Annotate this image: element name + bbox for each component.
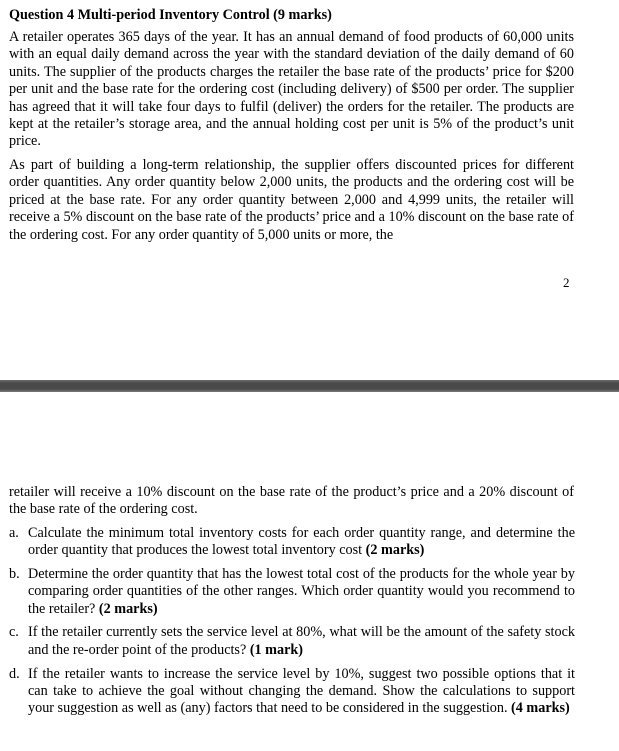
page-number: 2 [563, 275, 570, 290]
question-letter: b. [9, 566, 20, 583]
question-marks: (2 marks) [365, 542, 425, 559]
question-item-b [9, 566, 575, 618]
discount-paragraph-continued: retailer will receive a 10% discount on the base rate of the product’s price and a 20% discount of the base rate of the ordering cost. [9, 484, 574, 518]
question-text: Calculate the minimum total inventory costs for each order quantity range, and determine the order quantity that produces the lowest total inventory cost [28, 525, 575, 559]
discount-paragraph: As part of building a long-term relationship, the supplier offers discounted prices for different order quantities. Any order quantity below 2,000 units, the products and the ordering cost will be priced at the base rate. For any order quantity between 2,000 and 4,999 units, the retailer will receive a 5% discount on the base rate of the products’ price and a 10% discount on the base rate of the ordering cost. For any order quantity of 5,000 units or more, the [9, 157, 574, 243]
question-letter: c. [9, 624, 19, 641]
question-marks: (2 marks) [98, 600, 158, 617]
question-marks: (1 mark) [249, 641, 304, 658]
question-item-c [9, 624, 575, 659]
scenario-paragraph: A retailer operates 365 days of the year. It has an annual demand of food products of 60,000 units with an equal daily demand across the year with the standard deviation of the daily demand of 60 units. The supplier of the products charges the retailer the base rate of the products’ price for $200 per unit and the base rate for the ordering cost (including delivery) of $500 per order. The supplier has agreed that it will take four days to fulfil (deliver) the orders for the retailer. The products are kept at the retailer’s storage area, and the annual holding cost per unit is 5% of the product’s unit price. [9, 29, 574, 150]
question-heading: Question 4 Multi-period Inventory Control (9 marks) [9, 7, 332, 23]
question-marks: (4 marks) [511, 700, 570, 717]
question-letter: d. [9, 665, 20, 682]
page-separator [0, 380, 619, 392]
document-page-bottom [0, 392, 619, 751]
question-text: If the retailer wants to increase the service level by 10%, suggest two possible options that it can take to achieve the goal without changing the demand. Show the calculations to support your suggestion as well as (any) factors that need to be considered in the suggestion. [28, 665, 575, 717]
question-letter: a. [9, 525, 19, 541]
question-item-d [9, 666, 575, 718]
question-item-a [9, 525, 575, 560]
question-text: If the retailer currently sets the service level at 80%, what will be the amount of the safety stock and the re-order point of the products? [28, 624, 575, 658]
question-list [9, 525, 575, 724]
question-text: Determine the order quantity that has the lowest total cost of the products for the whole year by comparing order quantities of the other ranges. Which order quantity would you recommend to the retailer? [28, 566, 575, 617]
